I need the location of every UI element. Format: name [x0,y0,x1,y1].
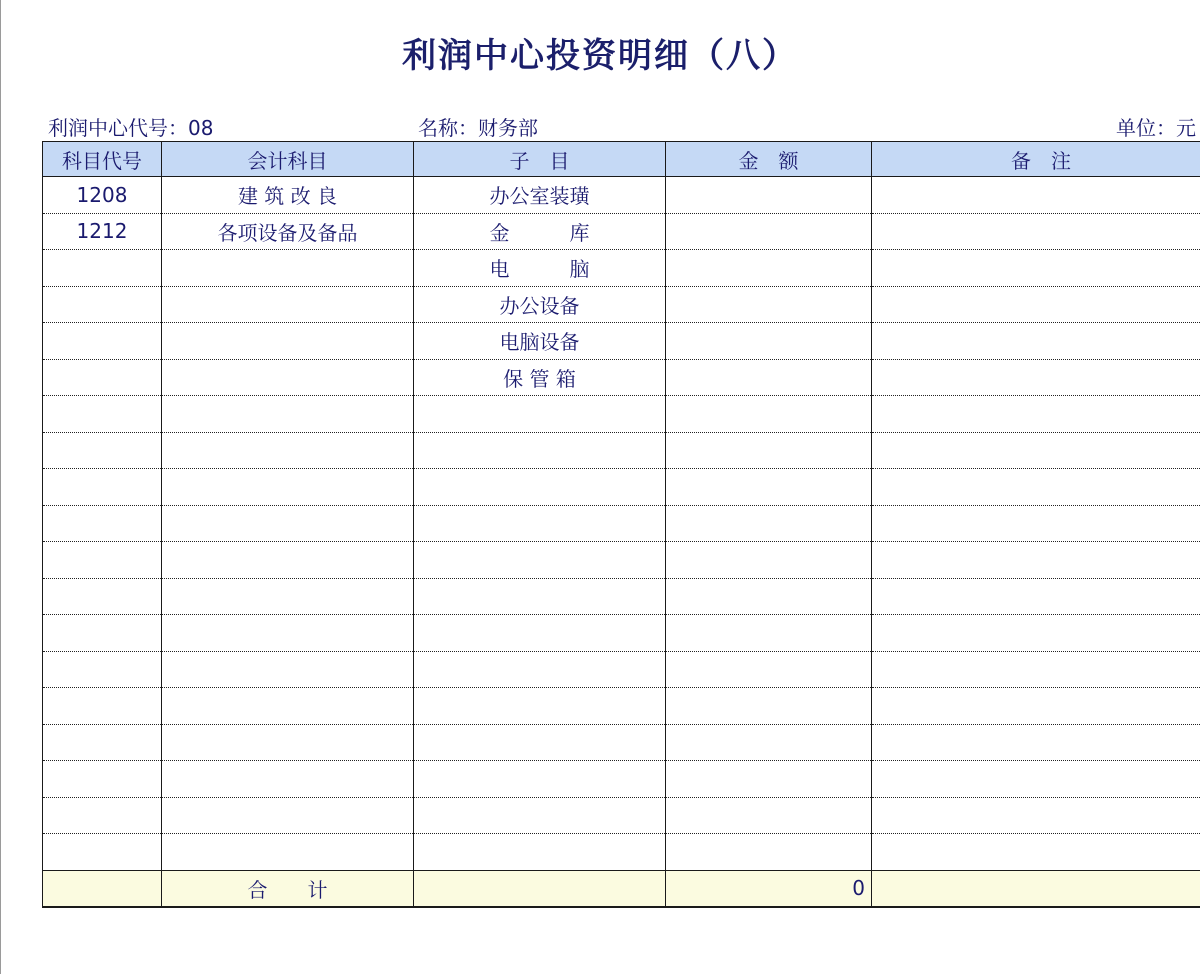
cell-remarks[interactable] [872,213,1200,250]
page-title: 利润中心投资明细（八） [402,36,798,76]
cell-subitem[interactable] [414,396,666,433]
cell-remarks[interactable] [872,177,1200,214]
cell-account-code[interactable] [43,323,162,360]
cell-amount[interactable] [666,177,872,214]
cell-account-code[interactable] [43,834,162,871]
cell-remarks[interactable] [872,250,1200,287]
cell-remarks[interactable] [872,834,1200,871]
cell-amount[interactable] [666,834,872,871]
cell-account-title[interactable]: 建 筑 改 良 [162,177,414,214]
cell-subitem[interactable] [414,578,666,615]
cell-amount[interactable] [666,286,872,323]
table-row [43,396,1200,433]
cell-account-title[interactable] [162,578,414,615]
cell-account-code[interactable] [43,359,162,396]
cell-account-code[interactable]: 1208 [43,177,162,214]
cell-account-title[interactable] [162,615,414,652]
cell-subitem[interactable]: 金 库 [414,213,666,250]
cell-amount[interactable] [666,578,872,615]
table-row [43,651,1200,688]
cell-subitem[interactable] [414,761,666,798]
cell-remarks[interactable] [872,469,1200,506]
cell-remarks[interactable] [872,688,1200,725]
cell-subitem[interactable] [414,834,666,871]
cell-account-code[interactable] [43,578,162,615]
cell-amount[interactable] [666,797,872,834]
column-header-account-code[interactable]: 科目代号 [43,142,162,177]
cell-remarks[interactable] [872,359,1200,396]
cell-remarks[interactable] [872,286,1200,323]
cell-subitem[interactable]: 保 管 箱 [414,359,666,396]
cell-subitem[interactable] [414,505,666,542]
cell-account-code[interactable] [43,469,162,506]
cell-account-code[interactable] [43,286,162,323]
cell-amount[interactable] [666,396,872,433]
cell-account-title[interactable] [162,250,414,287]
cell-remarks[interactable] [872,578,1200,615]
cell-remarks[interactable] [872,396,1200,433]
cell-account-code[interactable] [43,250,162,287]
table-row [43,797,1200,834]
total-subitem-cell[interactable] [414,870,666,907]
cell-account-title[interactable] [162,761,414,798]
cell-account-title[interactable] [162,542,414,579]
cell-amount[interactable] [666,432,872,469]
table-row [43,834,1200,871]
table-row [43,250,1200,287]
cell-remarks[interactable] [872,323,1200,360]
cell-amount[interactable] [666,651,872,688]
table-row [43,688,1200,725]
table-row [43,724,1200,761]
cell-account-title[interactable] [162,834,414,871]
table-row [43,761,1200,798]
cell-account-code[interactable] [43,761,162,798]
cell-account-title[interactable] [162,724,414,761]
cell-subitem[interactable] [414,432,666,469]
cell-account-code[interactable] [43,505,162,542]
cell-subitem[interactable] [414,615,666,652]
cell-amount[interactable] [666,542,872,579]
cell-subitem[interactable]: 电 脑 [414,250,666,287]
cell-remarks[interactable] [872,761,1200,798]
cell-amount[interactable] [666,724,872,761]
column-header-amount[interactable]: 金 额 [666,142,872,177]
cell-subitem[interactable] [414,651,666,688]
cell-account-code[interactable] [43,651,162,688]
cell-amount[interactable] [666,505,872,542]
total-row [43,870,1200,907]
table-row [43,213,1200,250]
cell-subitem[interactable]: 办公室装璜 [414,177,666,214]
profit-center-code: 利润中心代号：08 [48,116,214,140]
cell-amount[interactable] [666,761,872,798]
cell-account-code[interactable]: 1212 [43,213,162,250]
table-header-row [43,142,1200,177]
cell-account-code[interactable] [43,542,162,579]
cell-subitem[interactable] [414,542,666,579]
cell-account-code[interactable] [43,396,162,433]
cell-subitem[interactable] [414,469,666,506]
cell-amount[interactable] [666,359,872,396]
cell-amount[interactable] [666,615,872,652]
table-row [43,542,1200,579]
cell-account-title[interactable] [162,688,414,725]
cell-account-title[interactable] [162,469,414,506]
table-row [43,323,1200,360]
table-row [43,578,1200,615]
cell-account-title[interactable] [162,432,414,469]
table-row [43,469,1200,506]
cell-account-title[interactable] [162,359,414,396]
table-row [43,359,1200,396]
department-name: 名称：财务部 [418,116,538,140]
cell-account-title[interactable] [162,323,414,360]
total-remarks-cell[interactable] [872,870,1200,907]
cell-subitem[interactable] [414,797,666,834]
cell-subitem[interactable] [414,724,666,761]
table-row [43,505,1200,542]
cell-account-code[interactable] [43,724,162,761]
cell-amount[interactable] [666,323,872,360]
cell-amount[interactable] [666,688,872,725]
cell-remarks[interactable] [872,542,1200,579]
column-header-account-title[interactable]: 会计科目 [162,142,414,177]
window-left-border [0,0,1,974]
cell-account-title[interactable]: 各项设备及备品 [162,213,414,250]
total-label[interactable]: 合 计 [162,870,414,907]
table-row [43,286,1200,323]
cell-account-code[interactable] [43,688,162,725]
cell-remarks[interactable] [872,505,1200,542]
cell-account-title[interactable] [162,505,414,542]
cell-account-code[interactable] [43,432,162,469]
currency-unit: 单位：元 [1116,116,1196,140]
cell-account-title[interactable] [162,797,414,834]
cell-remarks[interactable] [872,724,1200,761]
column-header-remarks[interactable]: 备 注 [872,142,1200,177]
table-body [43,177,1200,871]
cell-account-title[interactable] [162,396,414,433]
cell-account-code[interactable] [43,797,162,834]
cell-remarks[interactable] [872,615,1200,652]
cell-remarks[interactable] [872,432,1200,469]
cell-subitem[interactable]: 电脑设备 [414,323,666,360]
table-row [43,432,1200,469]
table-row [43,615,1200,652]
cell-account-title[interactable] [162,286,414,323]
table-row [43,177,1200,214]
total-amount[interactable]: 0 [666,870,872,907]
total-code-cell[interactable] [43,870,162,907]
cell-amount[interactable] [666,213,872,250]
cell-account-title[interactable] [162,651,414,688]
cell-amount[interactable] [666,469,872,506]
cell-account-code[interactable] [43,615,162,652]
cell-remarks[interactable] [872,651,1200,688]
column-header-subitem[interactable]: 子 目 [414,142,666,177]
cell-amount[interactable] [666,250,872,287]
cell-remarks[interactable] [872,797,1200,834]
cell-subitem[interactable] [414,688,666,725]
cell-subitem[interactable]: 办公设备 [414,286,666,323]
investment-detail-table [42,141,1200,908]
